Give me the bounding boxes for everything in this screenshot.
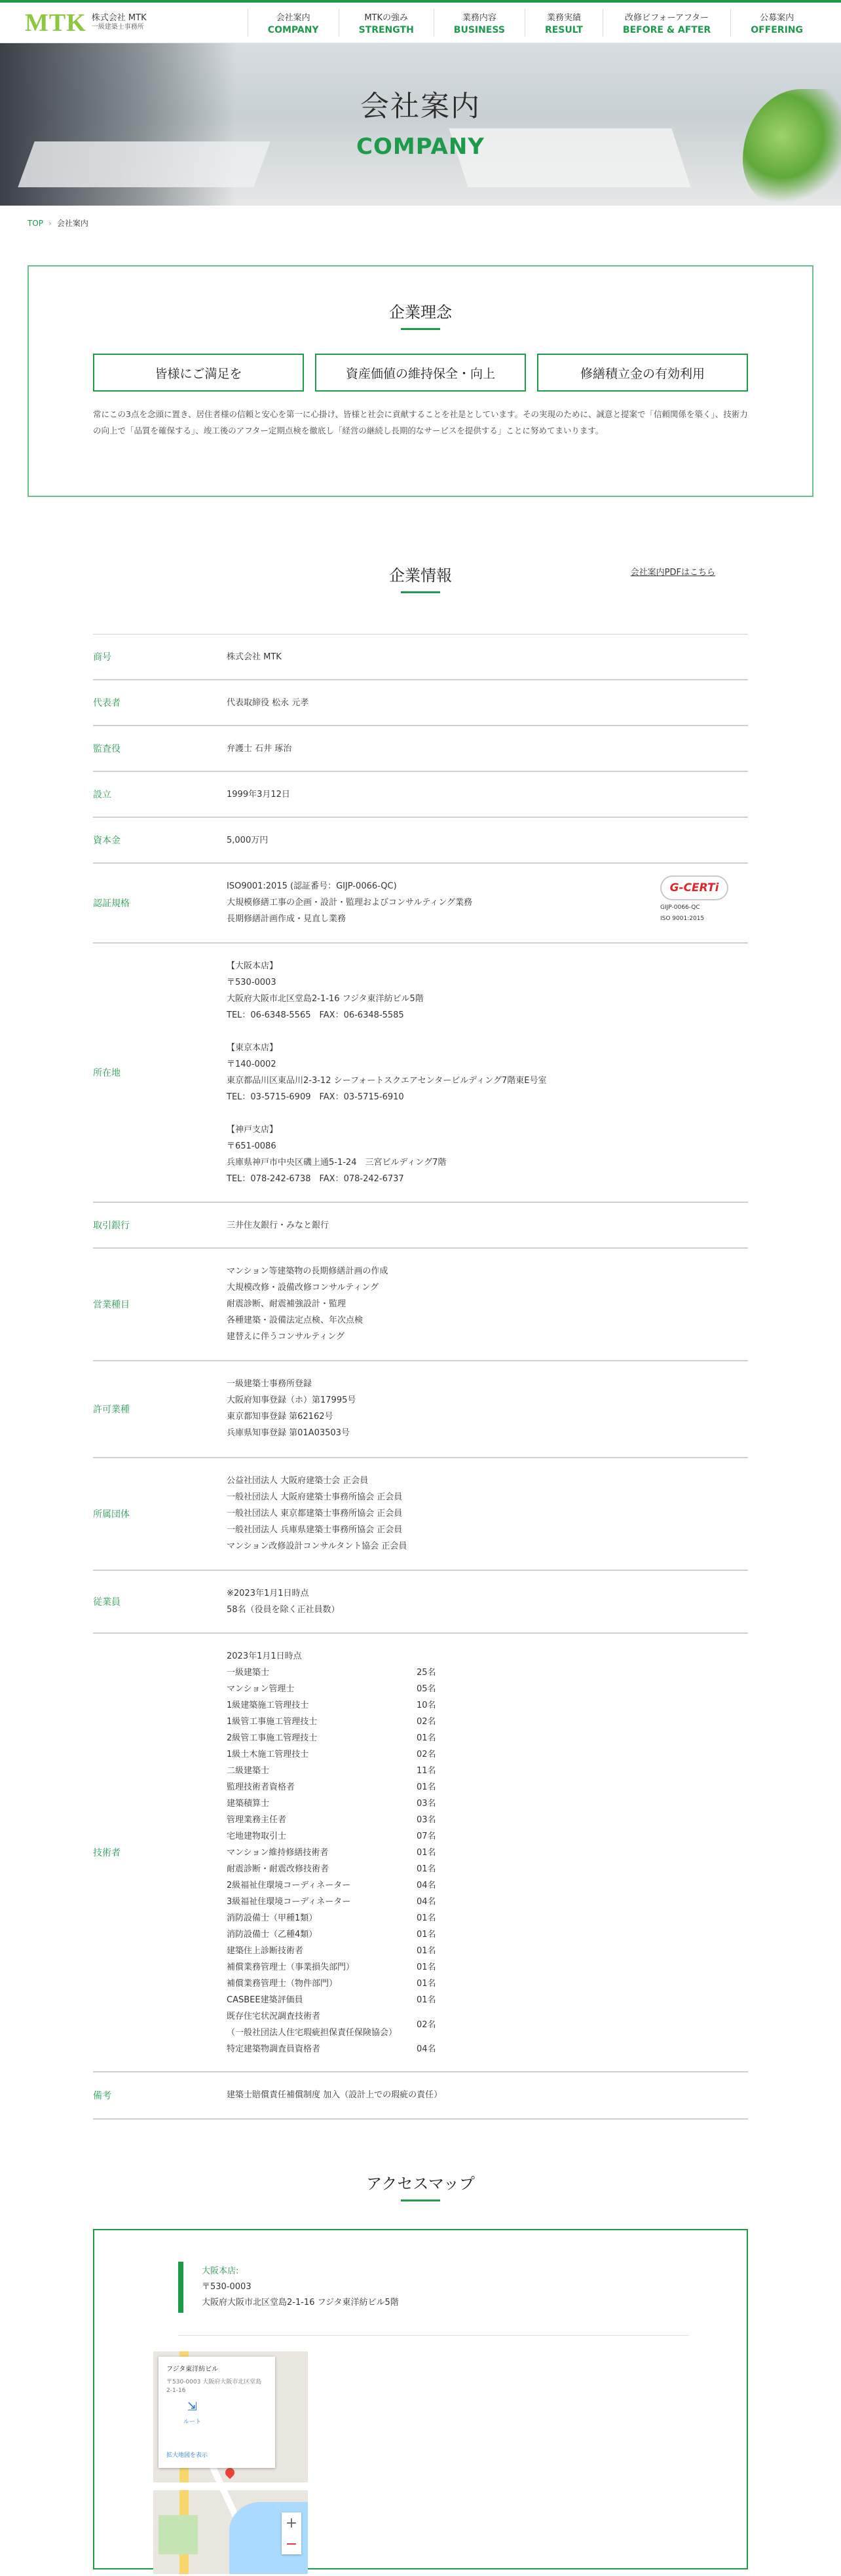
business-line: 各種建築・設備法定点検、年次点検 (227, 1316, 364, 1325)
qualification-line: 既存住宅状況調査技術者 (227, 2012, 321, 2021)
headcount: 03名 (417, 1815, 436, 1825)
headcount: 01名 (417, 1979, 436, 1989)
qualification: 耐震診断・耐震改修技術者 (227, 1864, 329, 1874)
gcerti-code: GIJP-0066-QC (660, 904, 700, 911)
list-item (227, 1714, 449, 1730)
row-label: 許可業種 (93, 1405, 130, 1415)
qualification: CASBEE建築評価員 (227, 1995, 303, 2005)
qualification: 宅地建物取引士 (227, 1831, 287, 1841)
company-info-title: 企業情報 (389, 562, 452, 593)
list-item (227, 1795, 449, 1812)
gcerti-logo (660, 875, 732, 923)
office-line: TEL：03-5715-6909 FAX：03-5715-6910 (227, 1092, 404, 1102)
access-box (93, 2229, 748, 2569)
nav-item-company[interactable] (248, 9, 339, 37)
nav-label-en: RESULT (544, 25, 583, 35)
list-item (227, 1992, 449, 2008)
site-logo[interactable] (25, 9, 147, 37)
qualification: 3級福祉住環境コーディネーター (227, 1897, 351, 1907)
headcount: 01名 (417, 1913, 436, 1923)
nav-label-en: STRENGTH (358, 25, 414, 35)
zoom-out-icon[interactable]: − (285, 2535, 298, 2552)
list-item (227, 1894, 449, 1910)
business-line: マンション等建築物の長期修繕計画の作成 (227, 1266, 388, 1276)
philosophy-pillars (93, 354, 748, 392)
headcount: 05名 (417, 1684, 436, 1694)
headcount: 03名 (417, 1799, 436, 1809)
office-line: 兵庫県神戸市中央区磯上通5-1-24 三宮ビルディング7階 (227, 1158, 447, 1168)
row-value: 1999年3月12日 (227, 790, 290, 800)
access-map-section (0, 2171, 841, 2569)
logo-mark (25, 9, 86, 37)
office-line: 東京都品川区東品川2-3-12 シーフォートスクエアセンタービルディング7階東E号室 (227, 1076, 547, 1086)
row-value (227, 1249, 748, 1360)
hero-title-jp: 会社案内 (360, 90, 481, 123)
table-row (93, 1361, 748, 1458)
map-place-name: フジタ東洋紡ビル (166, 2366, 219, 2373)
qualification: 2級管工事施工管理技士 (227, 1733, 318, 1743)
association-line: 一般社団法人 大阪府建築士事務所協会 正会員 (227, 1492, 403, 1502)
table-row (93, 1458, 748, 1571)
row-label: 資本金 (93, 836, 121, 846)
headcount: 04名 (417, 2044, 436, 2054)
branch-address: 大阪府大阪市北区堂島2-1-16 フジタ東洋紡ビル5階 (202, 2298, 399, 2308)
table-row (93, 2072, 748, 2120)
engineers-list (227, 1665, 449, 2057)
license-line: 一級建築士事務所登録 (227, 1379, 312, 1389)
row-label: 営業種目 (93, 1300, 130, 1310)
philosophy-title: 企業理念 (389, 299, 452, 330)
row-label: 技術者 (93, 1848, 121, 1858)
nav-label-jp: 業務実績 (546, 13, 581, 23)
row-label: 設立 (93, 790, 111, 800)
table-row (93, 635, 748, 680)
table-row (93, 1249, 748, 1361)
site-header (0, 3, 841, 43)
headcount: 01名 (417, 1848, 436, 1858)
row-label: 所属団体 (93, 1509, 130, 1520)
directions-link[interactable]: ルート (183, 2419, 202, 2425)
office-line: 〒530-0003 (227, 978, 276, 987)
list-item (227, 2008, 449, 2041)
association-line: 一般社団法人 東京都建築士事務所協会 正会員 (227, 1509, 403, 1518)
table-row (93, 1634, 748, 2072)
headcount: 04名 (417, 1897, 436, 1907)
company-info-section (0, 562, 841, 2120)
office-line: 大阪府大阪市北区堂島2-1-16 フジタ東洋紡ビル5階 (227, 994, 424, 1004)
office-line: TEL：078-242-6738 FAX：078-242-6737 (227, 1174, 404, 1184)
list-item (227, 1845, 449, 1861)
row-label: 取引銀行 (93, 1221, 130, 1231)
row-label: 代表者 (93, 698, 121, 708)
hero-banner (0, 43, 841, 206)
philosophy-pillar: 資産価値の維持保全・向上 (315, 354, 526, 392)
table-row (93, 726, 748, 772)
row-label: 従業員 (93, 1597, 121, 1608)
association-line: 一般社団法人 兵庫県建築士事務所協会 正会員 (227, 1525, 403, 1535)
qualification-line: （一般社団法人住宅瑕疵担保責任保険協会） (227, 2028, 398, 2038)
list-item (227, 1746, 449, 1763)
breadcrumb-top-link[interactable]: TOP (28, 218, 44, 228)
list-item (227, 1779, 449, 1795)
company-pdf-link[interactable]: 会社案内PDFはこちら (630, 568, 715, 578)
qualification: 2級福祉住環境コーディネーター (227, 1881, 351, 1890)
business-line: 大規模改修・設備改修コンサルティング (227, 1283, 379, 1293)
qualification: 二級建築士 (227, 1766, 270, 1776)
nav-label-en: COMPANY (267, 25, 319, 35)
philosophy-pillar: 修繕積立金の有効利用 (537, 354, 748, 392)
row-label: 所在地 (93, 1068, 121, 1078)
row-value (227, 1458, 748, 1570)
business-line: 耐震診断、耐震補強設計・監理 (227, 1299, 346, 1309)
list-item (227, 1976, 449, 1992)
map-zoom-control (282, 2512, 301, 2554)
list-item (227, 1828, 449, 1845)
qualification: マンション管理士 (227, 1684, 295, 1694)
association-line: 公益社団法人 大阪府建築士会 正会員 (227, 1476, 369, 1486)
employees-line: ※2023年1月1日時点 (227, 1589, 309, 1598)
company-info-table (93, 634, 748, 2120)
nav-label-jp: 改修ビフォーアフター (625, 13, 709, 23)
company-info-heading (93, 562, 748, 593)
engineers-date: 2023年1月1日時点 (227, 1651, 302, 1661)
headcount: 01名 (417, 1946, 436, 1956)
headcount: 02名 (417, 2019, 436, 2030)
nav-label-jp: 業務内容 (462, 13, 496, 23)
row-value (227, 1361, 748, 1457)
table-row (93, 1571, 748, 1634)
row-value: 株式会社 MTK (227, 652, 282, 662)
list-item (227, 1910, 449, 1926)
cert-line: ISO9001:2015 (認証番号：GIJP-0066-QC) (227, 881, 397, 891)
table-row (93, 818, 748, 864)
table-row (93, 944, 748, 1203)
office-line: 【東京本店】 (227, 1043, 278, 1053)
qualification: 補償業務管理士（事業損失部門） (227, 1962, 355, 1972)
global-nav (248, 3, 823, 43)
list-item (227, 1665, 449, 1681)
headcount: 10名 (417, 1701, 436, 1710)
office-line: TEL：06-6348-5565 FAX：06-6348-5585 (227, 1010, 404, 1020)
map-place-address: 〒530-0003 大阪府大阪市北区堂島2-1-16 (166, 2379, 262, 2394)
nav-item-strength[interactable] (339, 9, 434, 37)
map-road (153, 2482, 308, 2490)
list-item (227, 1681, 449, 1697)
license-line: 東京都知事登録 第62162号 (227, 1412, 333, 1422)
spacer (227, 1105, 748, 1122)
qualification: 一級建築士 (227, 1668, 270, 1678)
list-item (227, 1959, 449, 1976)
qualification: 補償業務管理士（物件部門） (227, 1979, 338, 1989)
map-place-card (159, 2357, 275, 2468)
logo-company-line1: 株式会社 MTK (91, 12, 147, 23)
qualification: マンション維持修繕技術者 (227, 1848, 329, 1858)
headcount: 02名 (417, 1717, 436, 1727)
headcount: 01名 (417, 1864, 436, 1874)
logo-company-line2: 一級建築士事務所 (91, 23, 144, 31)
branch-postal: 〒530-0003 (202, 2282, 252, 2292)
access-heading (0, 2171, 841, 2201)
nav-label-en: BEFORE & AFTER (622, 25, 711, 35)
row-value: 弁護士 石井 琢治 (227, 744, 292, 754)
list-item (227, 1926, 449, 1943)
headcount: 02名 (417, 1750, 436, 1759)
qualification: 1級建築施工管理技士 (227, 1701, 309, 1710)
row-value: 5,000万円 (227, 836, 269, 845)
table-row (93, 864, 748, 944)
google-map[interactable] (153, 2351, 308, 2574)
office-line: 〒140-0002 (227, 1059, 276, 1069)
row-value: 建築士賠償責任補償制度 加入（設計上での瑕疵の責任） (227, 2090, 443, 2100)
logo-company-name (92, 14, 147, 32)
row-value (227, 1571, 748, 1632)
headcount: 01名 (417, 1733, 436, 1743)
headcount: 01名 (417, 1962, 436, 1972)
headcount: 01名 (417, 1782, 436, 1792)
qualification: 消防設備士（甲種1類） (227, 1913, 318, 1923)
license-line: 大阪府知事登録（ホ）第17995号 (227, 1395, 356, 1405)
nav-label-en: OFFERING (751, 25, 803, 35)
headcount: 11名 (417, 1766, 436, 1776)
breadcrumb-current: 会社案内 (56, 219, 88, 228)
headcount: 04名 (417, 1881, 436, 1890)
list-item (227, 1730, 449, 1746)
spacer (227, 1023, 748, 1040)
map-pin-icon[interactable] (223, 2466, 236, 2479)
logo-mark-text: MTK (25, 9, 86, 37)
nav-item-offering[interactable] (730, 9, 823, 37)
gcerti-standard: ISO 9001:2015 (660, 915, 705, 922)
headcount: 07名 (417, 1831, 436, 1841)
qualification: 特定建築物調査員資格者 (227, 2044, 321, 2054)
nav-label-jp: 公募案内 (760, 13, 794, 23)
headcount: 25名 (417, 1668, 436, 1678)
qualification: 管理業務主任者 (227, 1815, 287, 1825)
row-value (227, 944, 748, 1202)
qualification: 1級管工事施工管理技士 (227, 1717, 318, 1727)
breadcrumb-separator-icon: › (48, 218, 52, 228)
table-row (93, 772, 748, 818)
qualification: 消防設備士（乙種4類） (227, 1930, 318, 1940)
cert-line: 大規模修繕工事の企画・設計・監理およびコンサルティング業務 (227, 898, 473, 908)
philosophy-pillar: 皆様にご満足を (93, 354, 304, 392)
gcerti-badge: G-CERTi (660, 875, 728, 900)
qualification (227, 2008, 410, 2041)
list-item (227, 1697, 449, 1714)
headcount: 01名 (417, 1930, 436, 1940)
branch-info (178, 2262, 747, 2313)
row-value (227, 1634, 748, 2071)
qualification: 建築住上診断技術者 (227, 1946, 304, 1956)
directions-icon[interactable]: ⇲ (187, 2400, 198, 2414)
qualification: 監理技術者資格者 (227, 1782, 295, 1792)
business-line: 建替えに伴うコンサルティング (227, 1332, 345, 1342)
cert-line: 長期修繕計画作成・見直し業務 (227, 914, 346, 924)
license-line: 兵庫県知事登録 第01A03503号 (227, 1428, 350, 1438)
list-item (227, 1812, 449, 1828)
philosophy-heading (93, 299, 748, 330)
nav-item-result[interactable] (525, 9, 603, 37)
list-item (227, 1943, 449, 1959)
hero-title-en: COMPANY (356, 134, 485, 160)
list-item (227, 2041, 449, 2057)
row-label: 備考 (93, 2091, 111, 2101)
office-line: 【神戸支店】 (227, 1125, 278, 1135)
divider (178, 2335, 689, 2336)
branch-name: 大阪本店: (202, 2266, 239, 2276)
access-title: アクセスマップ (366, 2171, 475, 2201)
nav-item-business[interactable] (434, 9, 525, 37)
association-line: マンション改修設計コンサルタント協会 正会員 (227, 1541, 407, 1551)
qualification: 建築積算士 (227, 1799, 270, 1809)
employees-line: 58名（役員を除く正社員数） (227, 1605, 340, 1615)
list-item (227, 1877, 449, 1894)
office-line: 【大阪本店】 (227, 961, 278, 971)
row-label: 商号 (93, 652, 111, 663)
row-value: 代表取締役 松永 元孝 (227, 698, 309, 708)
nav-label-jp: MTKの強み (364, 13, 409, 23)
larger-map-link[interactable]: 拡大地図を表示 (166, 2452, 208, 2459)
nav-label-jp: 会社案内 (276, 13, 310, 23)
row-label: 監査役 (93, 744, 121, 754)
philosophy-section (28, 265, 813, 497)
breadcrumb (0, 206, 841, 240)
map-park (159, 2515, 198, 2554)
list-item (227, 1763, 449, 1779)
philosophy-description: 常にこの3点を念頭に置き、居住者様の信頼と安心を第一に心掛け、皆様と社会に貢献することを社是としています。その実現のために、誠意と提案で「信頼関係を築く」、技術力の向上で「品質を確保する」、竣工後のアフター定期点検を徹底し「経営の継続し長期的なサービスを提供する」ことに努めてまいります。 (93, 409, 748, 435)
headcount: 01名 (417, 1995, 436, 2005)
table-row (93, 680, 748, 726)
row-value: 三井住友銀行・みなと銀行 (227, 1221, 329, 1230)
office-line: 〒651-0086 (227, 1141, 276, 1151)
nav-item-before-after[interactable] (603, 9, 730, 37)
zoom-in-icon[interactable]: + (285, 2514, 298, 2531)
row-label: 認証規格 (93, 898, 130, 909)
list-item (227, 1861, 449, 1877)
qualification: 1級土木施工管理技士 (227, 1750, 309, 1759)
hero-title (0, 83, 841, 160)
table-row (93, 1203, 748, 1249)
nav-label-en: BUSINESS (453, 25, 505, 35)
